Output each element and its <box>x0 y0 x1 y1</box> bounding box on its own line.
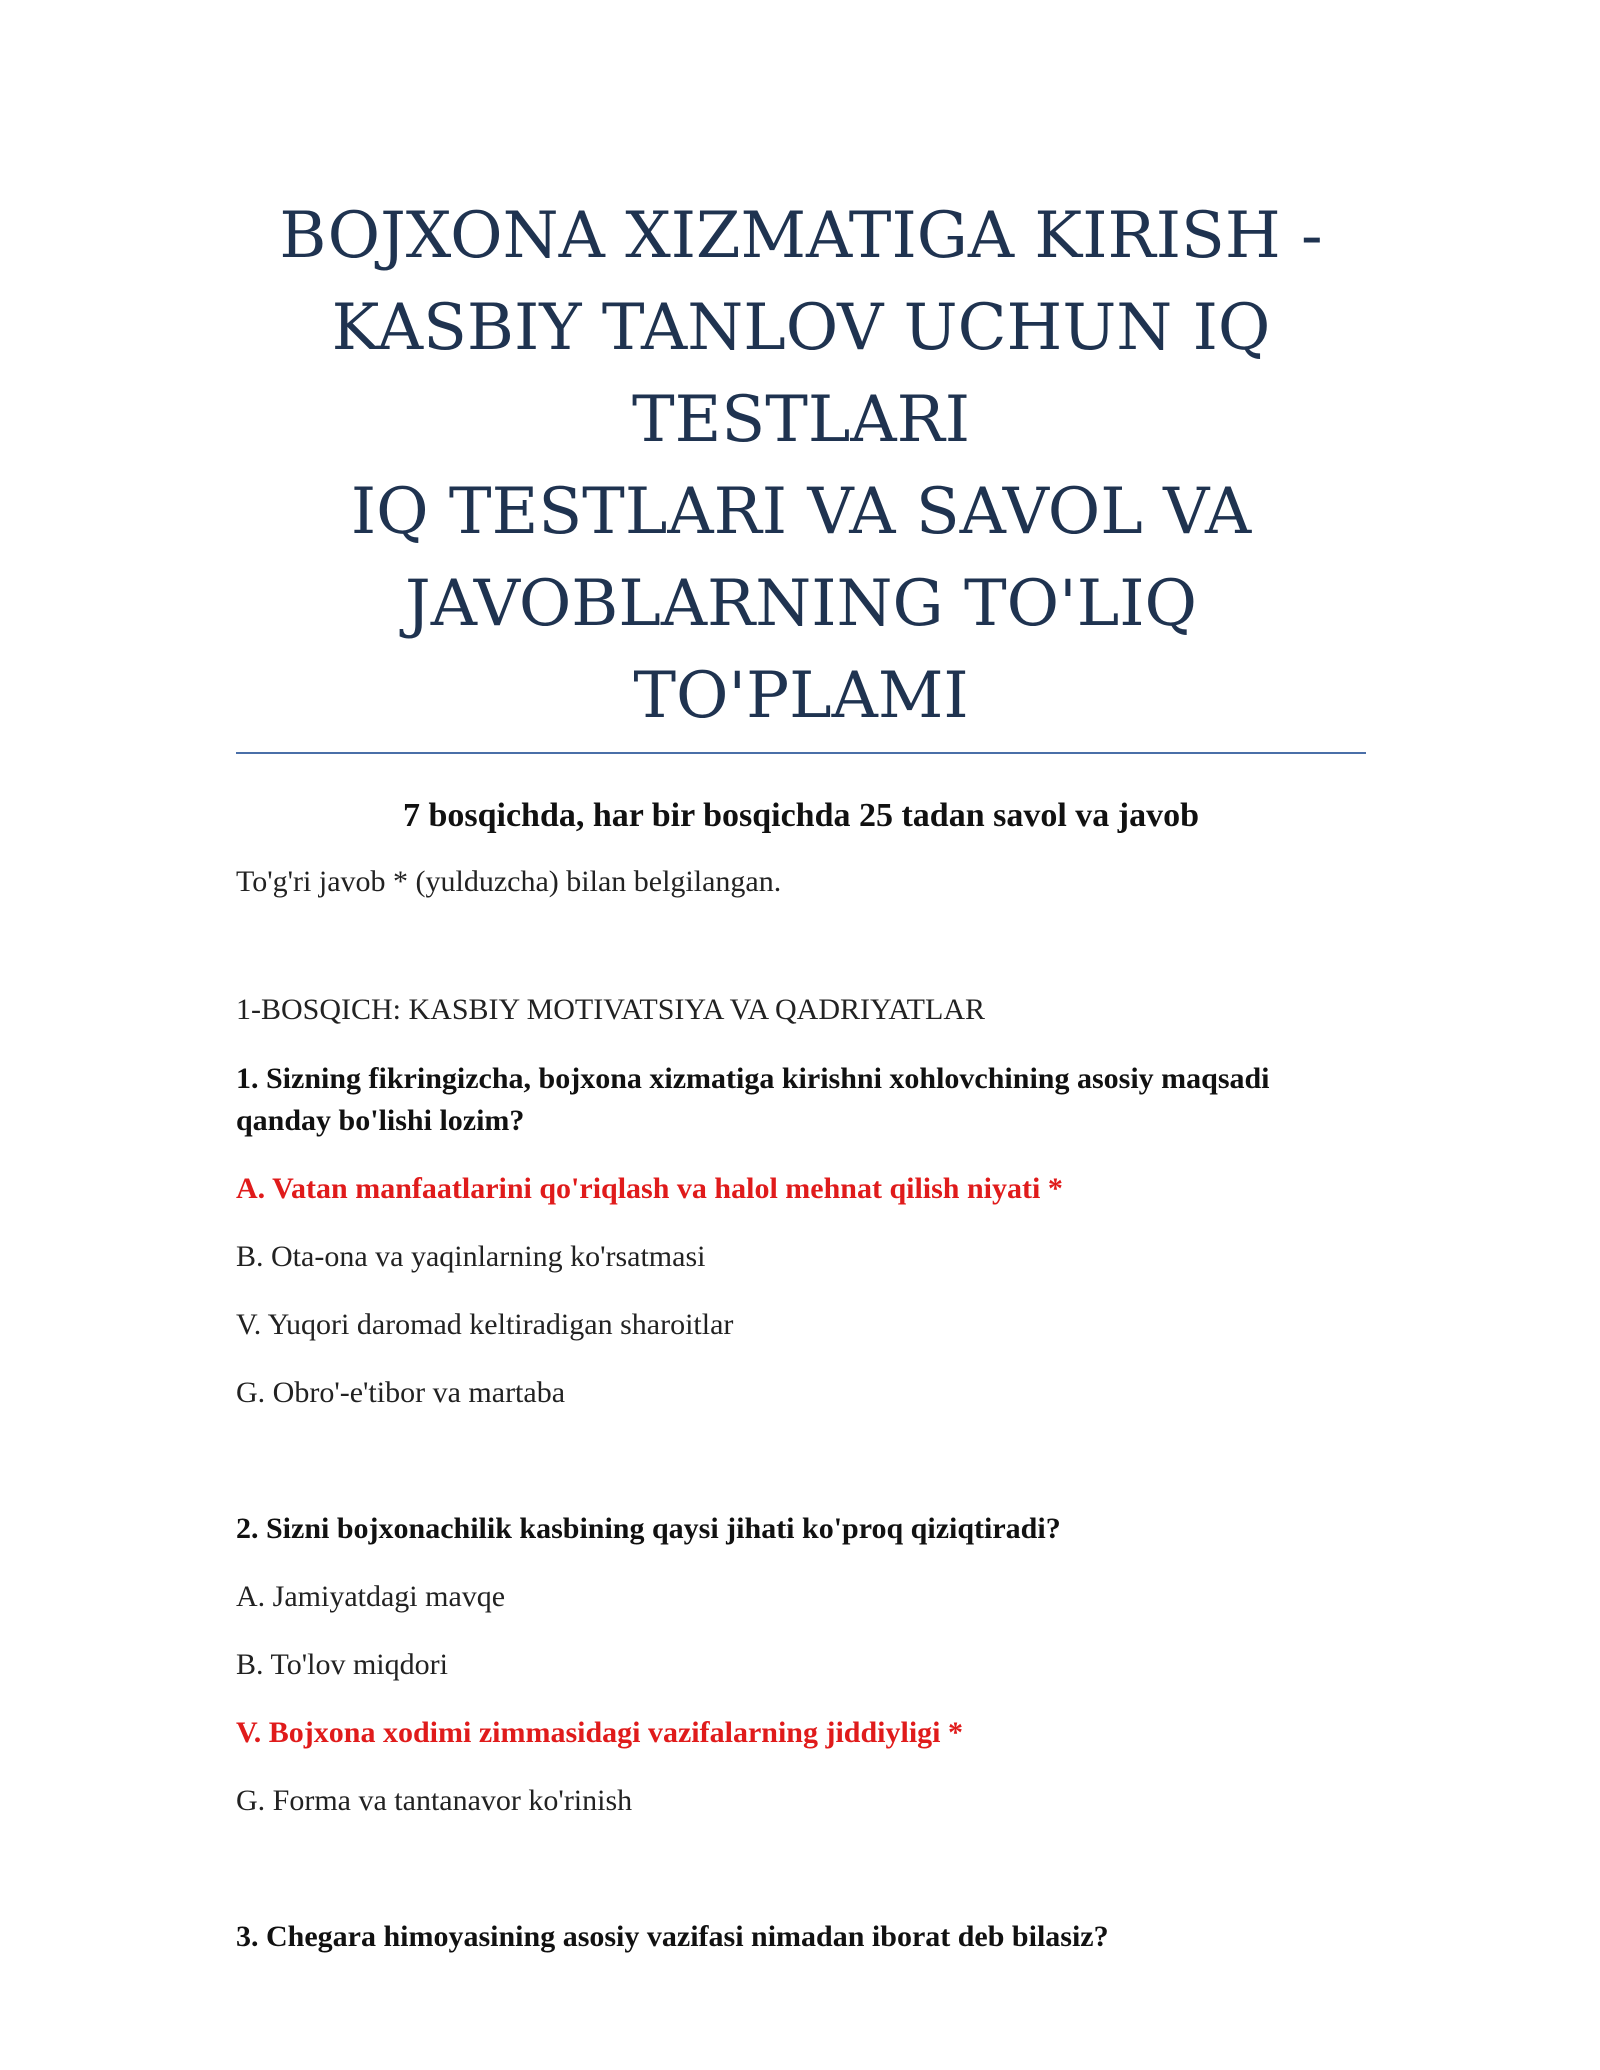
q2-option-v-correct: V. Bojxona xodimi zimmasidagi vazifalarning jiddiyligi * <box>236 1716 964 1749</box>
q1-option-a-correct: A. Vatan manfaatlarini qo'riqlash va halol mehnat qilish niyati * <box>236 1172 1063 1205</box>
q2-option-b: B. To'lov miqdori <box>236 1648 448 1681</box>
title-line: BOJXONA XIZMATIGA KIRISH - <box>279 199 1323 273</box>
title-line: TESTLARI <box>631 383 971 457</box>
question-3: 3. Chegara himoyasining asosiy vazifasi nimadan iborat deb bilasiz? <box>236 1920 1109 1953</box>
title-line: KASBIY TANLOV UCHUN IQ <box>331 291 1271 365</box>
q2-option-g: G. Forma va tantanavor ko'rinish <box>236 1784 633 1817</box>
q1-option-g: G. Obro'-e'tibor va martaba <box>236 1376 566 1409</box>
q1-option-b: B. Ota-ona va yaqinlarning ko'rsatmasi <box>236 1240 706 1273</box>
q1-option-v: V. Yuqori daromad keltiradigan sharoitlar <box>236 1308 734 1341</box>
q2-option-a: A. Jamiyatdagi mavqe <box>236 1580 506 1613</box>
document-subtitle: 7 bosqichda, har bir bosqichda 25 tadan savol va javob <box>402 797 1200 834</box>
title-line: IQ TESTLARI VA SAVOL VA <box>350 475 1252 549</box>
section-heading: 1-BOSQICH: KASBIY MOTIVATSIYA VA QADRIYATLAR <box>236 993 985 1026</box>
document-title <box>236 190 1366 754</box>
answer-key-note: To'g'ri javob * (yulduzcha) bilan belgilangan. <box>236 865 782 898</box>
title-line: JAVOBLARNING TO'LIQ TO'PLAMI <box>405 567 1197 733</box>
document-page <box>236 190 1366 1958</box>
question-2: 2. Sizni bojxonachilik kasbining qaysi jihati ko'proq qiziqtiradi? <box>236 1512 1061 1545</box>
question-1: 1. Sizning fikringizcha, bojxona xizmatiga kirishni xohlovchining asosiy maqsadi qanday bo'lishi lozim? <box>236 1062 1270 1137</box>
